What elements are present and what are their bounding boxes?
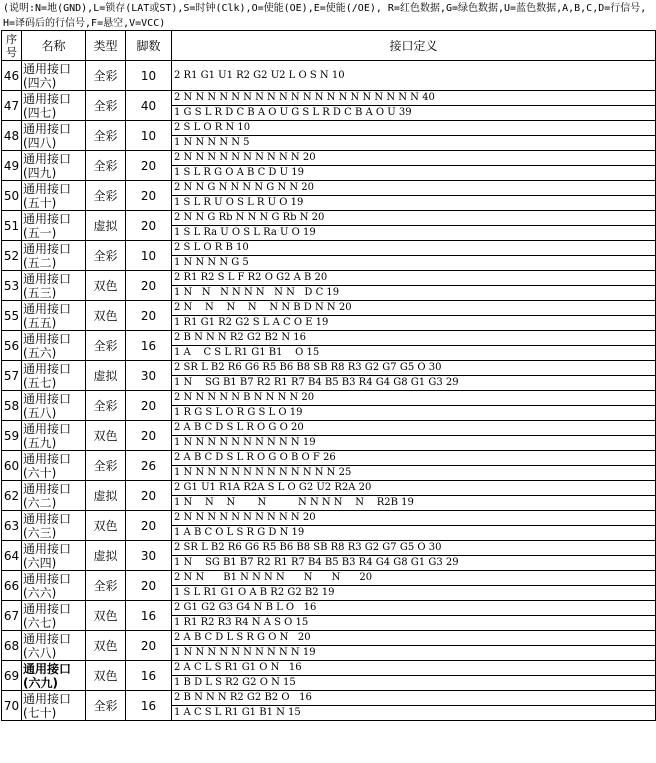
row-name [22,241,86,271]
row-seq: 49 [2,151,22,181]
row-type: 全彩 [86,331,126,361]
row-name [22,361,86,391]
table-row [2,151,656,166]
row-def-line: 1 G S L R D C B A O U G S L R D C B A O U 39 [172,106,656,121]
row-def-line: 1 N SG B1 B7 R2 R1 R7 B4 B5 B3 R4 G4 G8 G1 G3 29 [172,376,656,391]
row-def-line: 2 A B C D L S R G O N 20 [172,631,656,646]
row-name-line1: 通用接口 [23,301,72,316]
row-pins: 20 [126,481,172,511]
row-name-line2: (五八) [23,405,57,420]
row-def-line: 1 N SG B1 B7 R2 R1 R7 B4 B5 B3 R4 G4 G8 G1 G3 29 [172,556,656,571]
row-def-line: 1 S L R U O S L R U O 19 [172,196,656,211]
row-name-line1: 通用接口 [23,361,72,376]
row-name-line1: 通用接口 [23,691,72,706]
row-type: 双色 [86,631,126,661]
row-name-line2: (五十) [23,195,57,210]
row-type: 双色 [86,601,126,631]
row-pins: 20 [126,301,172,331]
row-def-line: 2 N N N N N N B D N N 20 [172,301,656,316]
row-type: 全彩 [86,451,126,481]
table-row [2,451,656,466]
row-name-line2: (六三) [23,525,57,540]
row-name-line1: 通用接口 [23,151,72,166]
row-def-line: 2 R1 G1 U1 R2 G2 U2 L O S N 10 [172,61,656,91]
row-name-line1: 通用接口 [23,61,72,76]
row-pins: 40 [126,91,172,121]
row-name-line1: 通用接口 [23,451,72,466]
row-pins: 16 [126,601,172,631]
row-name [22,481,86,511]
row-def-line: 2 A B C D S L R O G O 20 [172,421,656,436]
row-name [22,301,86,331]
row-name [22,451,86,481]
row-pins: 20 [126,511,172,541]
row-type: 双色 [86,661,126,691]
row-name-line2: (五二) [23,255,57,270]
row-def-line: 1 A C S L R1 G1 B1 O 15 [172,346,656,361]
table-row [2,391,656,406]
row-name-line2: (六九) [23,675,58,690]
row-def-line: 1 N N N N N 5 [172,136,656,151]
row-name-line1: 通用接口 [23,511,72,526]
row-name-line1: 通用接口 [23,211,72,226]
row-pins: 20 [126,391,172,421]
row-def-line: 1 R1 R2 R3 R4 N A S O 15 [172,616,656,631]
row-def-line: 2 A C L S R1 G1 O N 16 [172,661,656,676]
row-name [22,181,86,211]
row-name [22,571,86,601]
row-name [22,211,86,241]
row-def-line: 2 N N N N N N N N N N 20 [172,151,656,166]
row-def-line: 2 N N B1 N N N N N N 20 [172,571,656,586]
row-seq: 70 [2,691,22,721]
row-name-line2: (七十) [23,705,57,720]
row-def-line: 2 N N N N N N N N N N 20 [172,511,656,526]
row-pins: 10 [126,61,172,91]
table-row [2,121,656,136]
row-seq: 50 [2,181,22,211]
row-name [22,541,86,571]
row-type: 全彩 [86,391,126,421]
row-def-line: 1 N N N N N N N N N R2B 19 [172,496,656,511]
row-type: 全彩 [86,121,126,151]
table-row [2,181,656,196]
row-def-line: 2 SR L B2 R6 G6 R5 B6 B8 SB R8 R3 G2 G7 G5 O 30 [172,541,656,556]
table-row [2,361,656,376]
row-name [22,91,86,121]
row-name [22,691,86,721]
row-seq: 46 [2,61,22,91]
row-def-line: 2 N N N N N N N N N N N N N N N N N N N N 40 [172,91,656,106]
row-name [22,151,86,181]
row-seq: 66 [2,571,22,601]
row-name-line1: 通用接口 [23,481,72,496]
row-name-line1: 通用接口 [23,421,72,436]
row-name [22,661,86,691]
table-body [2,61,656,721]
row-def-line: 2 B N N N R2 G2 B2 N 16 [172,331,656,346]
row-def-line: 1 N N N N N N N N D C 19 [172,286,656,301]
row-def-line: 1 N N N N N N N N N N 19 [172,436,656,451]
row-name-line2: (六七) [23,615,57,630]
row-seq: 55 [2,301,22,331]
table-row [2,541,656,556]
header-name: 名称 [22,31,86,61]
row-pins: 30 [126,361,172,391]
row-type: 双色 [86,511,126,541]
row-pins: 20 [126,421,172,451]
row-name-line1: 通用接口 [23,391,72,406]
table-row [2,331,656,346]
row-name-line1: 通用接口 [23,181,72,196]
row-name-line1: 通用接口 [23,661,72,676]
row-name-line1: 通用接口 [23,271,72,286]
row-pins: 16 [126,331,172,361]
row-type: 全彩 [86,91,126,121]
row-def-line: 2 S L O R N 10 [172,121,656,136]
header-seq: 序号 [2,31,22,61]
row-name-line1: 通用接口 [23,241,72,256]
row-name-line2: (四六) [23,75,57,90]
row-def-line: 1 N N N N G 5 [172,256,656,271]
row-seq: 63 [2,511,22,541]
row-seq: 51 [2,211,22,241]
row-def-line: 2 SR L B2 R6 G6 R5 B6 B8 SB R8 R3 G2 G7 G5 O 30 [172,361,656,376]
row-name [22,271,86,301]
row-type: 全彩 [86,691,126,721]
row-def-line: 1 S L Ra U O S L Ra U O 19 [172,226,656,241]
row-name-line2: (五五) [23,315,57,330]
row-name-line2: (五一) [23,225,57,240]
row-def-line: 2 R1 R2 S L F R2 O G2 A B 20 [172,271,656,286]
row-def-line: 2 G1 U1 R1A R2A S L O G2 U2 R2A 20 [172,481,656,496]
row-def-line: 1 S L R1 G1 O A B R2 G2 B2 19 [172,586,656,601]
row-pins: 16 [126,691,172,721]
table-row [2,661,656,676]
row-name-line2: (四九) [23,165,57,180]
row-def-line: 2 N N G Rb N N N G Rb N 20 [172,211,656,226]
table-row [2,91,656,106]
row-seq: 48 [2,121,22,151]
row-pins: 10 [126,241,172,271]
row-def-line: 2 N N N N N B N N N N 20 [172,391,656,406]
row-seq: 62 [2,481,22,511]
header-row [2,31,656,61]
row-type: 虚拟 [86,541,126,571]
row-pins: 20 [126,631,172,661]
row-type: 全彩 [86,181,126,211]
row-type: 全彩 [86,151,126,181]
row-name [22,121,86,151]
row-def-line: 2 S L O R B 10 [172,241,656,256]
row-seq: 52 [2,241,22,271]
row-name-line2: (五三) [23,285,57,300]
row-def-line: 2 B N N N R2 G2 B2 O 16 [172,691,656,706]
row-pins: 26 [126,451,172,481]
row-seq: 60 [2,451,22,481]
table-row [2,601,656,616]
row-name [22,511,86,541]
row-pins: 20 [126,271,172,301]
row-type: 双色 [86,271,126,301]
row-name-line2: (六四) [23,555,57,570]
row-def-line: 1 N N N N N N N N N N 19 [172,646,656,661]
row-name [22,631,86,661]
row-def-line: 1 S L R G O A B C D U 19 [172,166,656,181]
row-pins: 16 [126,661,172,691]
row-type: 虚拟 [86,361,126,391]
interface-table [1,30,656,721]
header-type: 类型 [86,31,126,61]
row-name-line2: (五九) [23,435,57,450]
row-name-line2: (四七) [23,105,57,120]
table-row [2,631,656,646]
row-name-line2: (六八) [23,645,57,660]
table-row [2,61,656,91]
row-name-line2: (四八) [23,135,57,150]
table-row [2,271,656,286]
table-row [2,211,656,226]
table-row [2,241,656,256]
row-type: 虚拟 [86,211,126,241]
row-pins: 10 [126,121,172,151]
row-pins: 20 [126,211,172,241]
row-def-line: 1 R1 G1 R2 G2 S L A C O E 19 [172,316,656,331]
row-name-line2: (五六) [23,345,57,360]
header-pins: 脚数 [126,31,172,61]
row-name [22,61,86,91]
row-pins: 20 [126,571,172,601]
row-name-line2: (六二) [23,495,57,510]
row-type: 全彩 [86,241,126,271]
row-name-line1: 通用接口 [23,121,72,136]
row-name-line1: 通用接口 [23,541,72,556]
row-name [22,331,86,361]
row-seq: 69 [2,661,22,691]
table-row [2,421,656,436]
header-def: 接口定义 [172,31,656,61]
row-def-line: 1 A B C O L S R G D N 19 [172,526,656,541]
row-pins: 20 [126,151,172,181]
row-def-line: 2 N N G N N N N G N N 20 [172,181,656,196]
row-def-line: 2 A B C D S L R O G O B O F 26 [172,451,656,466]
row-seq: 68 [2,631,22,661]
row-seq: 56 [2,331,22,361]
legend-note: (说明:N=地(GND),L=锁存(LAT或ST),S=时钟(Clk),O=使能(OE),E=使能(/OE), R=红色数据,G=绿色数据,U=蓝色数据,A,B,C,D=行信号,H=译码后的行信号,F=悬空,V=VCC) [3,3,647,29]
row-name [22,601,86,631]
row-name-line2: (六十) [23,465,57,480]
table-row [2,511,656,526]
row-seq: 53 [2,271,22,301]
row-name [22,421,86,451]
row-def-line: 1 N N N N N N N N N N N N N 25 [172,466,656,481]
row-name-line1: 通用接口 [23,571,72,586]
row-def-line: 1 R G S L O R G S L O 19 [172,406,656,421]
row-name-line1: 通用接口 [23,91,72,106]
table-row [2,301,656,316]
table-row [2,571,656,586]
row-pins: 20 [126,181,172,211]
row-type: 双色 [86,301,126,331]
row-name-line1: 通用接口 [23,631,72,646]
row-pins: 30 [126,541,172,571]
row-seq: 47 [2,91,22,121]
row-def-line: 1 A C S L R1 G1 B1 N 15 [172,706,656,721]
row-name-line2: (六六) [23,585,57,600]
row-name-line1: 通用接口 [23,601,72,616]
row-name-line1: 通用接口 [23,331,72,346]
row-name [22,391,86,421]
row-seq: 58 [2,391,22,421]
row-name-line2: (五七) [23,375,57,390]
row-type: 全彩 [86,571,126,601]
table-row [2,481,656,496]
row-seq: 57 [2,361,22,391]
row-seq: 64 [2,541,22,571]
row-def-line: 2 G1 G2 G3 G4 N B L O 16 [172,601,656,616]
row-def-line: 1 B D L S R2 G2 O N 15 [172,676,656,691]
row-seq: 59 [2,421,22,451]
table-row [2,691,656,706]
row-type: 虚拟 [86,481,126,511]
row-type: 双色 [86,421,126,451]
row-seq: 67 [2,601,22,631]
row-type: 全彩 [86,61,126,91]
